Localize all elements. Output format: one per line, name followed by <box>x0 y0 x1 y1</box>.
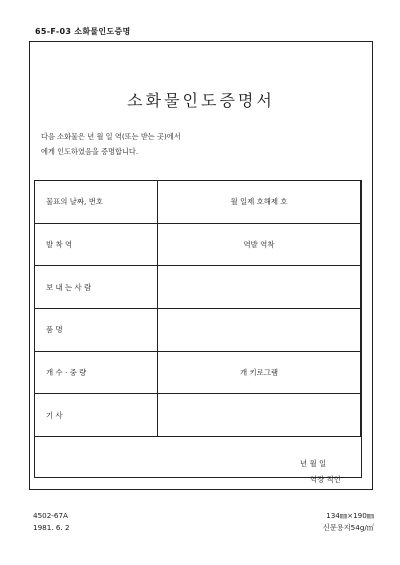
row-value: 월 일제 호해제 호 <box>158 181 361 224</box>
signature-line: 역장 직인 <box>310 475 341 484</box>
right-divider-line <box>361 180 362 478</box>
footer-paper: 신문용지54g/㎡ <box>322 523 374 532</box>
table-row <box>35 266 361 309</box>
row-value <box>158 308 361 351</box>
row-label: 보 내 는 사 람 <box>35 266 158 309</box>
row-value: 개 키로그램 <box>158 351 361 394</box>
table-row <box>35 223 361 266</box>
intro-line-1: 다음 소화물은 년 월 일 역(또는 받는 곳)에서 <box>41 132 181 141</box>
details-table <box>34 180 361 437</box>
form-number: 65-F-03 소화물인도증명 <box>35 27 131 36</box>
table-row <box>35 308 361 351</box>
row-value <box>158 394 361 437</box>
row-label: 개 수 · 중 량 <box>35 351 158 394</box>
footer-code: 4502-67A <box>33 511 68 520</box>
footer-size: 134㎜×190㎜ <box>326 511 374 520</box>
footer-date: 1981. 6. 2 <box>33 523 70 532</box>
row-value <box>158 266 361 309</box>
row-label: 물표의 날짜, 번호 <box>35 181 158 224</box>
intro-line-2: 에게 인도하였음을 증명합니다. <box>41 147 139 156</box>
table-row <box>35 181 361 224</box>
row-value: 역발 역착 <box>158 223 361 266</box>
row-label: 품 명 <box>35 308 158 351</box>
row-label: 기 사 <box>35 394 158 437</box>
document-title: 소화물인도증명서 <box>127 91 275 110</box>
left-divider-line <box>34 437 35 478</box>
row-label: 발 착 역 <box>35 223 158 266</box>
table-row <box>35 351 361 394</box>
table-row <box>35 394 361 437</box>
issue-date-line: 년 월 일 <box>300 459 327 468</box>
